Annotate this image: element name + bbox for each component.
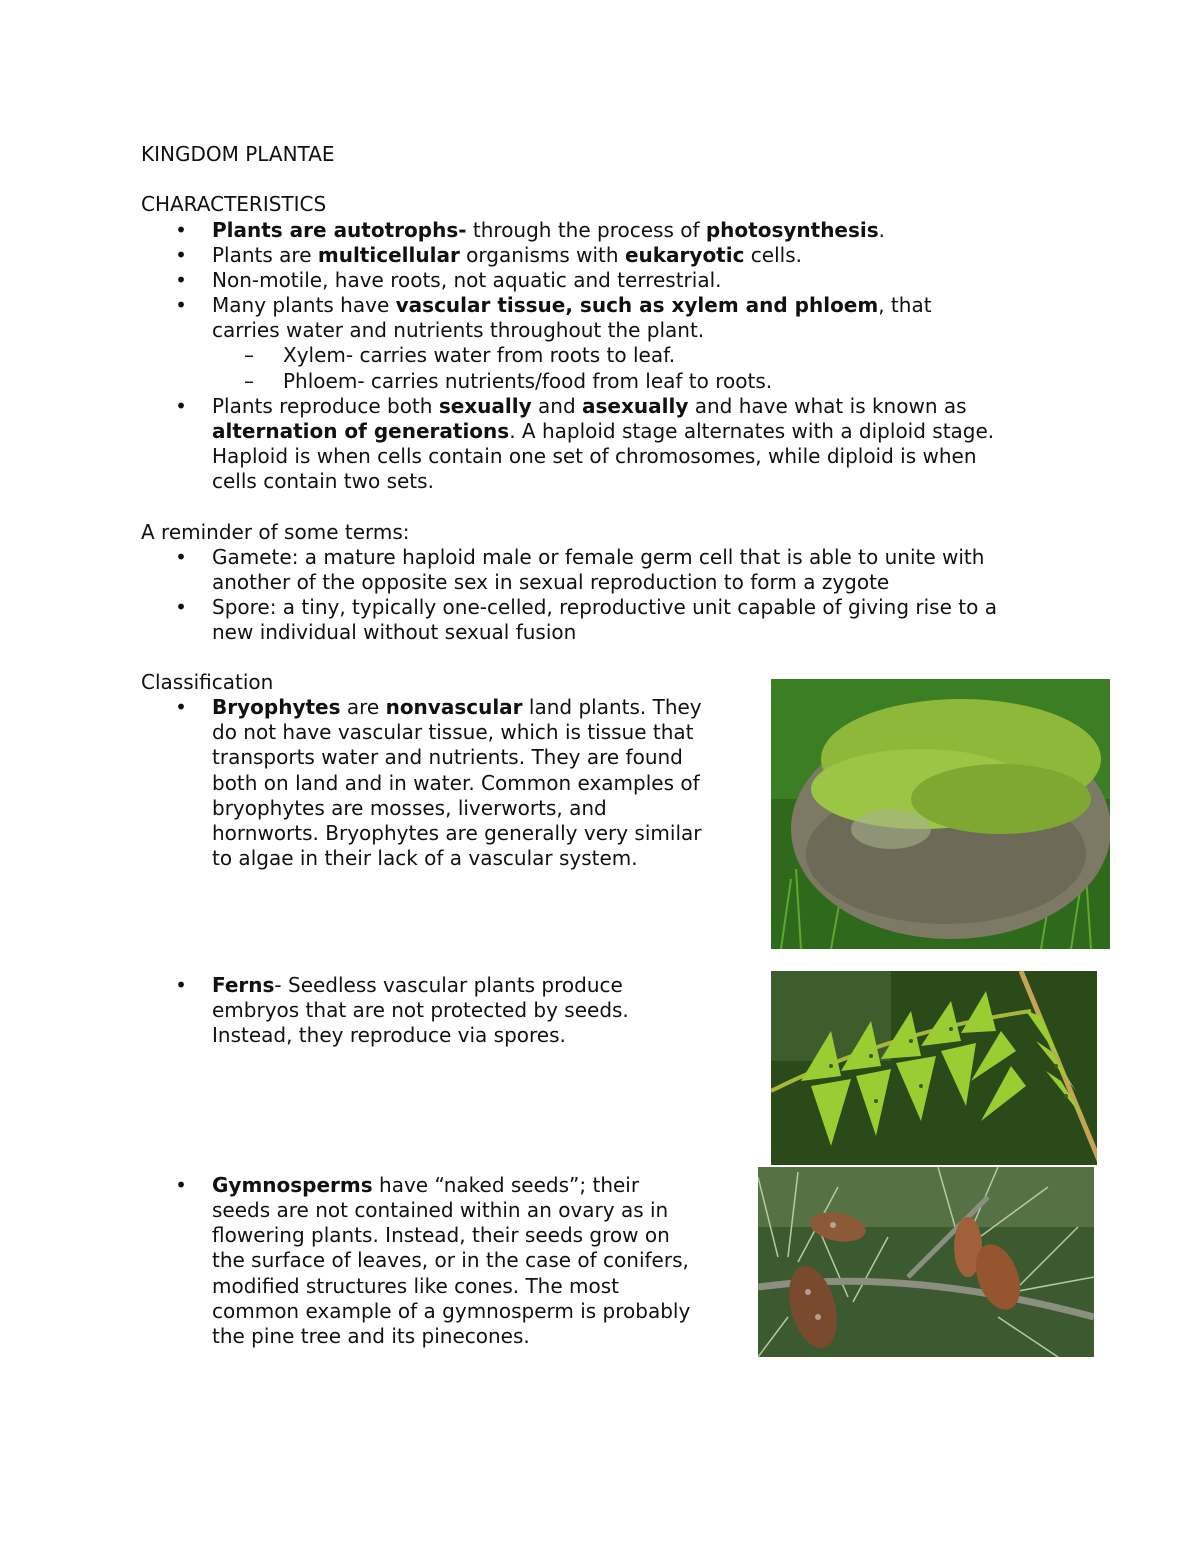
bullet: •	[175, 545, 187, 569]
term-gamete-cont: another of the opposite sex in sexual reproduction to form a zygote	[212, 570, 890, 594]
characteristic-vascular: Many plants have vascular tissue, such as xylem and phloem, that	[212, 293, 932, 317]
page-title: KINGDOM PLANTAE	[141, 142, 335, 166]
bryophytes-line: do not have vascular tissue, which is tissue that	[212, 720, 694, 744]
characteristic-reproduction-line2: alternation of generations. A haploid stage alternates with a diploid stage.	[212, 419, 995, 443]
term-gamete: Gamete: a mature haploid male or female germ cell that is able to unite with	[212, 545, 985, 569]
bullet: •	[175, 394, 187, 418]
bullet: •	[175, 695, 187, 719]
bullet: •	[175, 973, 187, 997]
bullet: •	[175, 293, 187, 317]
section-heading-classification: Classification	[141, 670, 274, 694]
section-heading-terms: A reminder of some terms:	[141, 520, 410, 544]
gymnosperms-line: the pine tree and its pinecones.	[212, 1324, 530, 1348]
moss-rock-photo	[771, 679, 1110, 949]
gymnosperms-line: common example of a gymnosperm is probably	[212, 1299, 691, 1323]
gymnosperms-line: flowering plants. Instead, their seeds grow on	[212, 1223, 670, 1247]
ferns-line: embryos that are not protected by seeds.	[212, 998, 629, 1022]
bullet: •	[175, 1173, 187, 1197]
sub-item-phloem: Phloem- carries nutrients/food from leaf to roots.	[283, 369, 773, 393]
bryophytes-line: bryophytes are mosses, liverworts, and	[212, 796, 607, 820]
term-spore-cont: new individual without sexual fusion	[212, 620, 577, 644]
bullet: •	[175, 243, 187, 267]
bullet: •	[175, 268, 187, 292]
dash-marker: –	[244, 369, 254, 393]
gymnosperms-line: modified structures like cones. The most	[212, 1274, 619, 1298]
bryophytes-line: both on land and in water. Common examples of	[212, 771, 700, 795]
characteristic-vascular-cont: carries water and nutrients throughout the plant.	[212, 318, 705, 342]
sub-item-xylem: Xylem- carries water from roots to leaf.	[283, 343, 676, 367]
bullet: •	[175, 595, 187, 619]
bryophytes-line: transports water and nutrients. They are found	[212, 745, 683, 769]
classification-bryophytes: Bryophytes are nonvascular land plants. They	[212, 695, 702, 719]
gymnosperms-line: seeds are not contained within an ovary as in	[212, 1198, 669, 1222]
gymnosperms-line: the surface of leaves, or in the case of conifers,	[212, 1248, 689, 1272]
term-spore: Spore: a tiny, typically one-celled, reproductive unit capable of giving rise to a	[212, 595, 997, 619]
fern-photo	[771, 971, 1097, 1165]
characteristic-reproduction: Plants reproduce both sexually and asexually and have what is known as	[212, 394, 967, 418]
bryophytes-line: to algae in their lack of a vascular system.	[212, 846, 638, 870]
characteristic-multicellular: Plants are multicellular organisms with eukaryotic cells.	[212, 243, 803, 267]
pinecone-photo	[758, 1167, 1094, 1357]
ferns-line: Instead, they reproduce via spores.	[212, 1023, 566, 1047]
dash-marker: –	[244, 343, 254, 367]
bryophytes-line: hornworts. Bryophytes are generally very similar	[212, 821, 702, 845]
classification-gymnosperms: Gymnosperms have “naked seeds”; their	[212, 1173, 640, 1197]
bullet: •	[175, 218, 187, 242]
characteristic-non-motile: Non-motile, have roots, not aquatic and terrestrial.	[212, 268, 722, 292]
characteristic-reproduction-line4: cells contain two sets.	[212, 469, 434, 493]
characteristic-autotrophs: Plants are autotrophs- through the process of photosynthesis.	[212, 218, 886, 242]
classification-ferns: Ferns- Seedless vascular plants produce	[212, 973, 623, 997]
characteristic-reproduction-line3: Haploid is when cells contain one set of chromosomes, while diploid is when	[212, 444, 977, 468]
section-heading-characteristics: CHARACTERISTICS	[141, 192, 327, 216]
